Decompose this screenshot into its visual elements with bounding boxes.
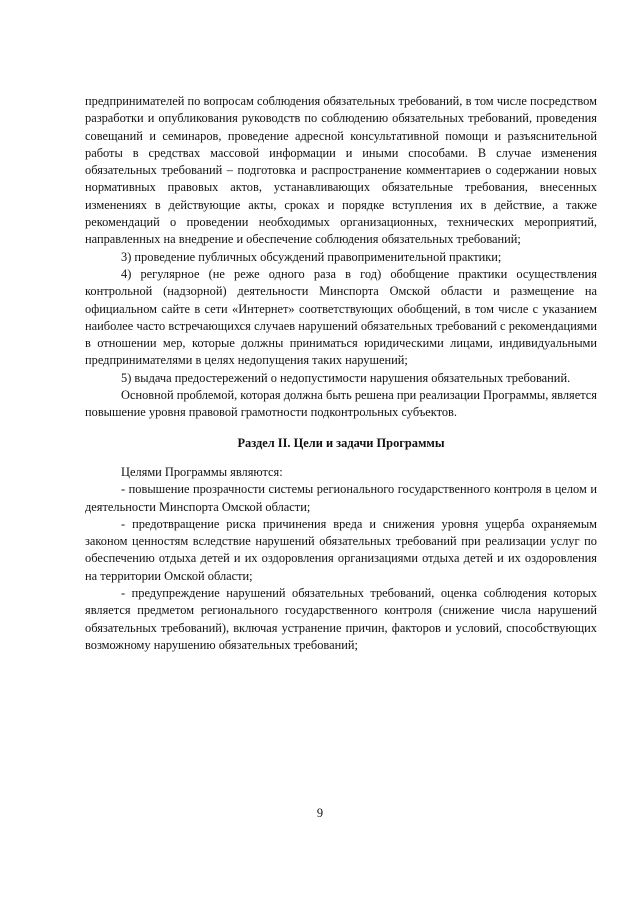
- paragraph-item-3: 3) проведение публичных обсуждений правоприменительной практики;: [121, 249, 502, 264]
- paragraph-main-problem: Основной проблемой, которая должна быть решена при реализации Программы, является повышение уровня правовой грамотности подконтрольных субъектов.: [85, 388, 597, 420]
- paragraph-item-5: 5) выдача предостережений о недопустимости нарушения обязательных требований.: [121, 370, 571, 385]
- paragraph-goal-violation-prevention: - предупреждение нарушений обязательных требований, оценка соблюдения которых является предметом регионального государственного контроля (снижение числа нарушений обязательных требований), включая устранение причин, факторов и условий, способствующих возможному нарушению обязательных требований;: [85, 586, 597, 652]
- document-page: [85, 93, 597, 654]
- paragraph-continuation: предпринимателей по вопросам соблюдения обязательных требований, в том числе посредством разработки и опубликования руководств по соблюдению обязательных требований, проведения совещаний и семинаров, проведение адресной консультативной помощи и разъяснительной работы в средствах массовой информации и иными способами. В случае изменения обязательных требований – подготовка и распространение комментариев о содержании новых нормативных правовых актов, устанавливающих обязательные требования, внесенных изменениях в действующие акты, сроках и порядке вступления их в действие, а также рекомендаций о проведении необходимых организационных, технических мероприятий, направленных на внедрение и обеспечение соблюдения обязательных требований;: [85, 94, 597, 247]
- paragraph-goals-intro: Целями Программы являются:: [121, 464, 283, 479]
- paragraph-goal-risk-prevention: - предотвращение риска причинения вреда и снижения уровня ущерба охраняемым законом ценностям вследствие нарушений обязательных требований при реализации услуг по обеспечению отдыха детей и их оздоровления организациями отдыха детей и их оздоровления на территории Омской области;: [85, 516, 597, 583]
- section-title: Раздел II. Цели и задачи Программы: [237, 435, 445, 450]
- paragraph-goal-transparency: - повышение прозрачности системы регионального государственного контроля в целом и деятельности Минспорта Омской области;: [85, 482, 597, 514]
- paragraph-item-4: 4) регулярное (не реже одного раза в год) обобщение практики осуществления контрольной (надзорной) деятельности Минспорта Омской области и размещение на официальном сайте в сети «Интернет» соответствующих обобщений, в том числе с указанием наиболее часто встречающихся случаев нарушений обязательных требований с рекомендациями в отношении мер, которые должны приниматься юридическими лицами, индивидуальными предпринимателями в целях недопущения таких нарушений;: [85, 266, 597, 368]
- page-number: 9: [316, 806, 324, 820]
